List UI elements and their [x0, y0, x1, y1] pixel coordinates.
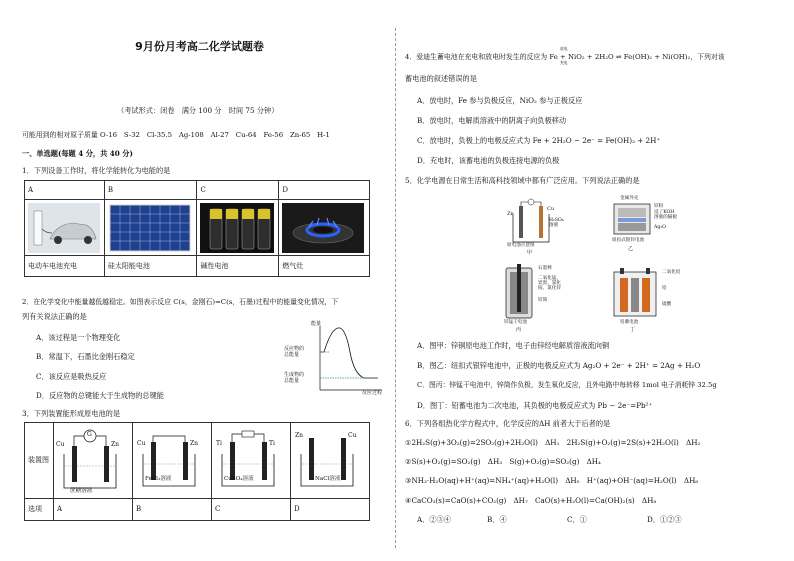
q4-option-c: C．放电时，负极上的电极反应式为 Fe + 2H₂O − 2e⁻ = Fe(OH)₂ + 2H⁺: [417, 136, 661, 145]
q2-option-b: B．常温下，石墨比金刚石稳定: [36, 352, 135, 361]
gas-stove-image: [282, 203, 364, 253]
graph-lower-label: 生成物的 总能量: [284, 372, 305, 384]
q1-table: [24, 180, 370, 277]
graph-x-label: 反应过程: [362, 390, 383, 396]
atomic-masses: 可能用到的相对原子质量 O-16 S-32 Cl-35.5 Ag-108 Al-27 Cu-64 Fe-56 Zn-65 H-1: [22, 131, 330, 139]
q5-option-c: C．图丙：锌锰干电池中，锌筒作负极，发生氧化反应，且外电路中每转移 1mol 电子消耗锌 32.5g: [417, 381, 717, 389]
q1-caption-c: 碱性电池: [197, 256, 279, 277]
q3-option-c: C: [212, 499, 291, 521]
q1-header-c: C: [197, 181, 279, 200]
q1-stem: 1．下列设备工作时，将化学能转化为电能的是: [22, 166, 171, 175]
energy-curve: [284, 322, 384, 397]
q3-table: [24, 422, 370, 521]
q5-figure-jia: Zn Cu H₂SO₄ 溶液 原电池示意图 甲: [505, 196, 575, 258]
ev-charging-image: [28, 203, 100, 253]
q4-stem-line2: 蓄电池的叙述错误的是: [405, 74, 477, 83]
q3-device-c: Ti Ti CuSO₄溶液: [212, 423, 291, 499]
q1-header-b: B: [104, 181, 197, 200]
q1-header-d: D: [279, 181, 370, 200]
q1-caption-d: 燃气灶: [279, 256, 370, 277]
q6-stem: 6．下列各组热化学方程式中，化学反应的ΔH 前者大于后者的是: [405, 419, 611, 428]
q3-device-b: Cu Zn FeCl₃溶液: [133, 423, 212, 499]
q4-option-a: A．放电时，Fe 参与负极反应，NiO₂ 参与正极反应: [417, 96, 583, 105]
q2-option-c: C．该反应是吸热反应: [36, 372, 107, 381]
q6-eq-2: ②S(s)+O₂(g)=SO₂(g) ΔH₃ S(g)+O₂(g)=SO₂(g) ΔH₄: [405, 457, 601, 466]
q5-figure-bing: 石墨棒 二氧化锰、 炭黑、氯化 铵、氯化锌 锌筒 锌锰干电池 丙: [504, 266, 561, 333]
q1-image-b: [104, 200, 197, 256]
q6-option-b: B．④: [487, 515, 507, 524]
graph-y-label: 能量: [311, 321, 322, 327]
left-column: [22, 0, 383, 561]
column-divider: [395, 28, 396, 548]
exam-info: （考试形式：闭卷 满分 100 分 时间 75 分钟）: [117, 106, 279, 115]
alkaline-battery-image: [200, 203, 274, 253]
q5-option-d: D．图丁：铅蓄电池为二次电池，其负极的电极反应式为 Pb − 2e⁻=Pb²⁺: [417, 401, 653, 410]
page-title: 9月份月考高二化学试题卷: [135, 40, 264, 53]
q2-stem-line2: 列有关说法正确的是: [22, 312, 87, 321]
q6-eq-3: ③NH₃·H₂O(aq)+H⁺(aq)=NH₄⁺(aq)+H₂O(l) ΔH₅ H⁺(aq)+OH⁻(aq)=H₂O(l) ΔH₆: [405, 476, 699, 485]
q2-energy-graph: [284, 322, 384, 397]
solar-panel-image: [108, 203, 192, 253]
q1-caption-a: 电动车电池充电: [25, 256, 105, 277]
q6-option-a: A．②③④: [417, 515, 451, 524]
q4-arrow-top: 放电: [560, 46, 568, 51]
q1-header-a: A: [25, 181, 105, 200]
q1-caption-b: 硅太阳能电池: [104, 256, 197, 277]
q3-option-d: D: [291, 499, 370, 521]
section-title: 一、单选题(每题 4 分，共 40 分): [22, 149, 133, 158]
q4-option-d: D．充电时，该蓄电池的负极连接电源的负极: [417, 156, 560, 165]
q2-stem-line1: 2．在化学变化中能量越低越稳定。如图表示反应 C(s，金刚石)=C(s，石墨)过程中的能量变化情况，下: [22, 298, 339, 306]
q6-option-d: D．①②③: [647, 515, 682, 524]
q3-option-a: A: [54, 499, 133, 521]
q3-stem: 3．下列装置能形成原电池的是: [22, 409, 121, 418]
right-column: [405, 0, 777, 561]
q3-device-a: G Cu Zn 蔗糖溶液: [54, 423, 133, 499]
q4-option-b: B．放电时，电解质溶液中的阴离子向负极移动: [417, 116, 567, 125]
q3-row-label-bottom: 选项: [25, 499, 54, 521]
q6-eq-1: ①2H₂S(g)+3O₂(g)=2SO₂(g)+2H₂O(l) ΔH₁ 2H₂S(g)+O₂(g)=2S(s)+2H₂O(l) ΔH₂: [405, 438, 701, 447]
q6-option-c: C．①: [567, 515, 587, 524]
q4-arrow-bottom: 充电: [560, 60, 568, 65]
q5-figure-yi: 金属外壳 锌粉 浸了KOH 溶液的隔板 Ag₂O 纽扣式银锌电池 乙: [612, 196, 677, 252]
galvanometer-label: G: [87, 430, 92, 438]
q1-image-d: [279, 200, 370, 256]
q3-device-d: Zn Cu NaCl溶液: [291, 423, 370, 499]
q5-option-a: A．图甲：锌铜原电池工作时，电子由锌经电解质溶液流向铜: [417, 341, 610, 350]
q4-stem-line1: 4．爱迪生蓄电池在充电和放电时发生的反应为 Fe + NiO₂ + 2H₂O ⇌ Fe(OH)₂ + Ni(OH)₂，下列对该: [405, 53, 725, 61]
q5-stem: 5．化学电源在日常生活和高科技领域中都有广泛应用。下列说法正确的是: [405, 176, 640, 185]
q2-option-d: D．反应物的总键能大于生成物的总键能: [36, 391, 164, 400]
q1-image-a: [25, 200, 105, 256]
q5-option-b: B．图乙：纽扣式银锌电池中，正极的电极反应式为 Ag₂O + 2e⁻ + 2H⁺ = 2Ag + H₂O: [417, 361, 701, 370]
q5-figure-ding: 二氧化铅 铅 硫酸 铅蓄电池 丁: [610, 262, 700, 334]
graph-upper-label: 反应物的 总能量: [284, 346, 305, 358]
q6-eq-4: ④CaCO₃(s)=CaO(s)+CO₂(g) ΔH₇ CaO(s)+H₂O(l)=Ca(OH)₂(s) ΔH₈: [405, 496, 657, 505]
q3-row-label-top: 装置图: [25, 423, 54, 499]
q1-image-c: [197, 200, 279, 256]
q2-option-a: A．该过程是一个物理变化: [36, 333, 121, 342]
q3-option-b: B: [133, 499, 212, 521]
